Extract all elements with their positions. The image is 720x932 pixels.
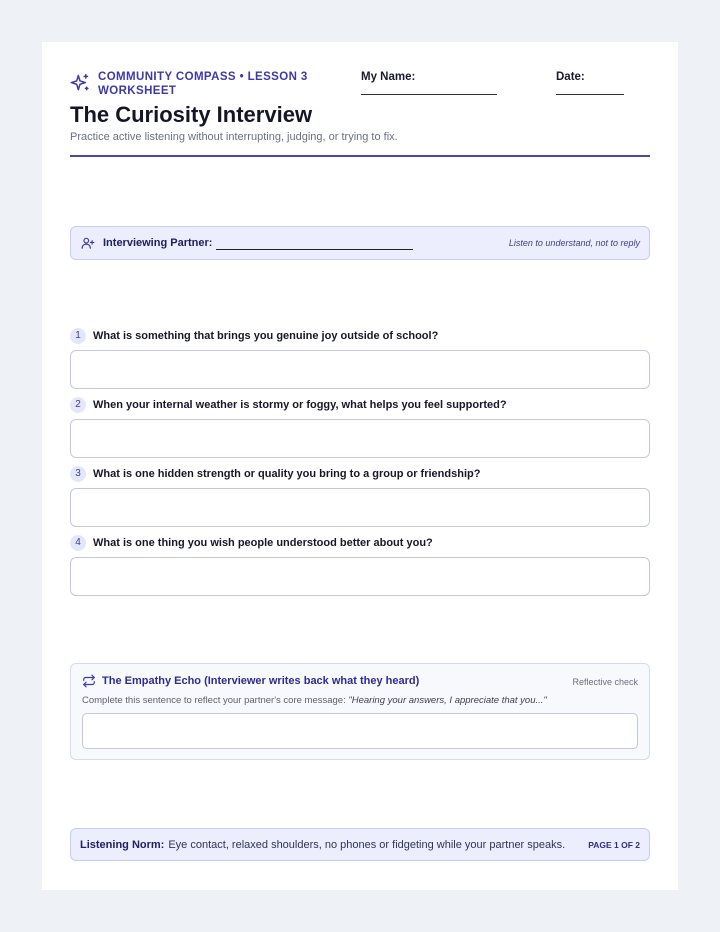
name-field[interactable] bbox=[361, 94, 497, 95]
partner-name-field[interactable] bbox=[216, 237, 413, 250]
question-text: What is something that brings you genuine joy outside of school? bbox=[93, 330, 439, 342]
empathy-echo-panel bbox=[70, 663, 650, 760]
question-3 bbox=[70, 466, 650, 527]
name-label: My Name: bbox=[361, 71, 416, 83]
listening-norm-bar bbox=[70, 828, 650, 861]
question-number: 1 bbox=[70, 328, 86, 344]
user-plus-icon bbox=[81, 236, 95, 250]
question-2 bbox=[70, 397, 650, 458]
answer-box-2[interactable] bbox=[70, 419, 650, 458]
echo-title: The Empathy Echo (Interviewer writes back what they heard) bbox=[102, 675, 420, 687]
header-divider bbox=[70, 155, 650, 157]
echo-quote: "Hearing your answers, I appreciate that you..." bbox=[348, 695, 547, 706]
question-1 bbox=[70, 328, 650, 389]
brand-label: COMMUNITY COMPASS • LESSON 3 WORKSHEET bbox=[98, 71, 308, 97]
sparkle-icon bbox=[70, 73, 90, 93]
date-field[interactable] bbox=[556, 94, 624, 95]
question-number: 3 bbox=[70, 466, 86, 482]
question-text: When your internal weather is stormy or foggy, what helps you feel supported? bbox=[93, 399, 507, 411]
echo-prompt bbox=[82, 695, 547, 706]
brand-header bbox=[70, 70, 328, 98]
echo-tag: Reflective check bbox=[572, 677, 638, 687]
worksheet-page bbox=[42, 42, 678, 890]
partner-hint: Listen to understand, not to reply bbox=[508, 238, 640, 248]
page-number: PAGE 1 OF 2 bbox=[588, 839, 640, 850]
question-number: 4 bbox=[70, 535, 86, 551]
answer-box-3[interactable] bbox=[70, 488, 650, 527]
echo-prompt-text: Complete this sentence to reflect your partner's core message: bbox=[82, 695, 346, 706]
question-text: What is one hidden strength or quality you bring to a group or friendship? bbox=[93, 468, 481, 480]
date-label: Date: bbox=[556, 71, 585, 83]
partner-bar bbox=[70, 226, 650, 260]
answer-box-1[interactable] bbox=[70, 350, 650, 389]
norm-text: Eye contact, relaxed shoulders, no phones or fidgeting while your partner speaks. bbox=[168, 838, 566, 851]
question-number: 2 bbox=[70, 397, 86, 413]
page-title: The Curiosity Interview bbox=[70, 102, 313, 127]
answer-box-4[interactable] bbox=[70, 557, 650, 596]
worksheet-content bbox=[70, 42, 650, 890]
repeat-icon bbox=[82, 674, 96, 688]
question-text: What is one thing you wish people understood better about you? bbox=[93, 537, 433, 549]
echo-answer-box[interactable] bbox=[82, 713, 638, 749]
norm-label: Listening Norm: bbox=[80, 838, 165, 851]
page-subtitle: Practice active listening without interrupting, judging, or trying to fix. bbox=[70, 131, 398, 143]
question-4 bbox=[70, 535, 650, 596]
partner-label: Interviewing Partner: bbox=[103, 237, 213, 249]
